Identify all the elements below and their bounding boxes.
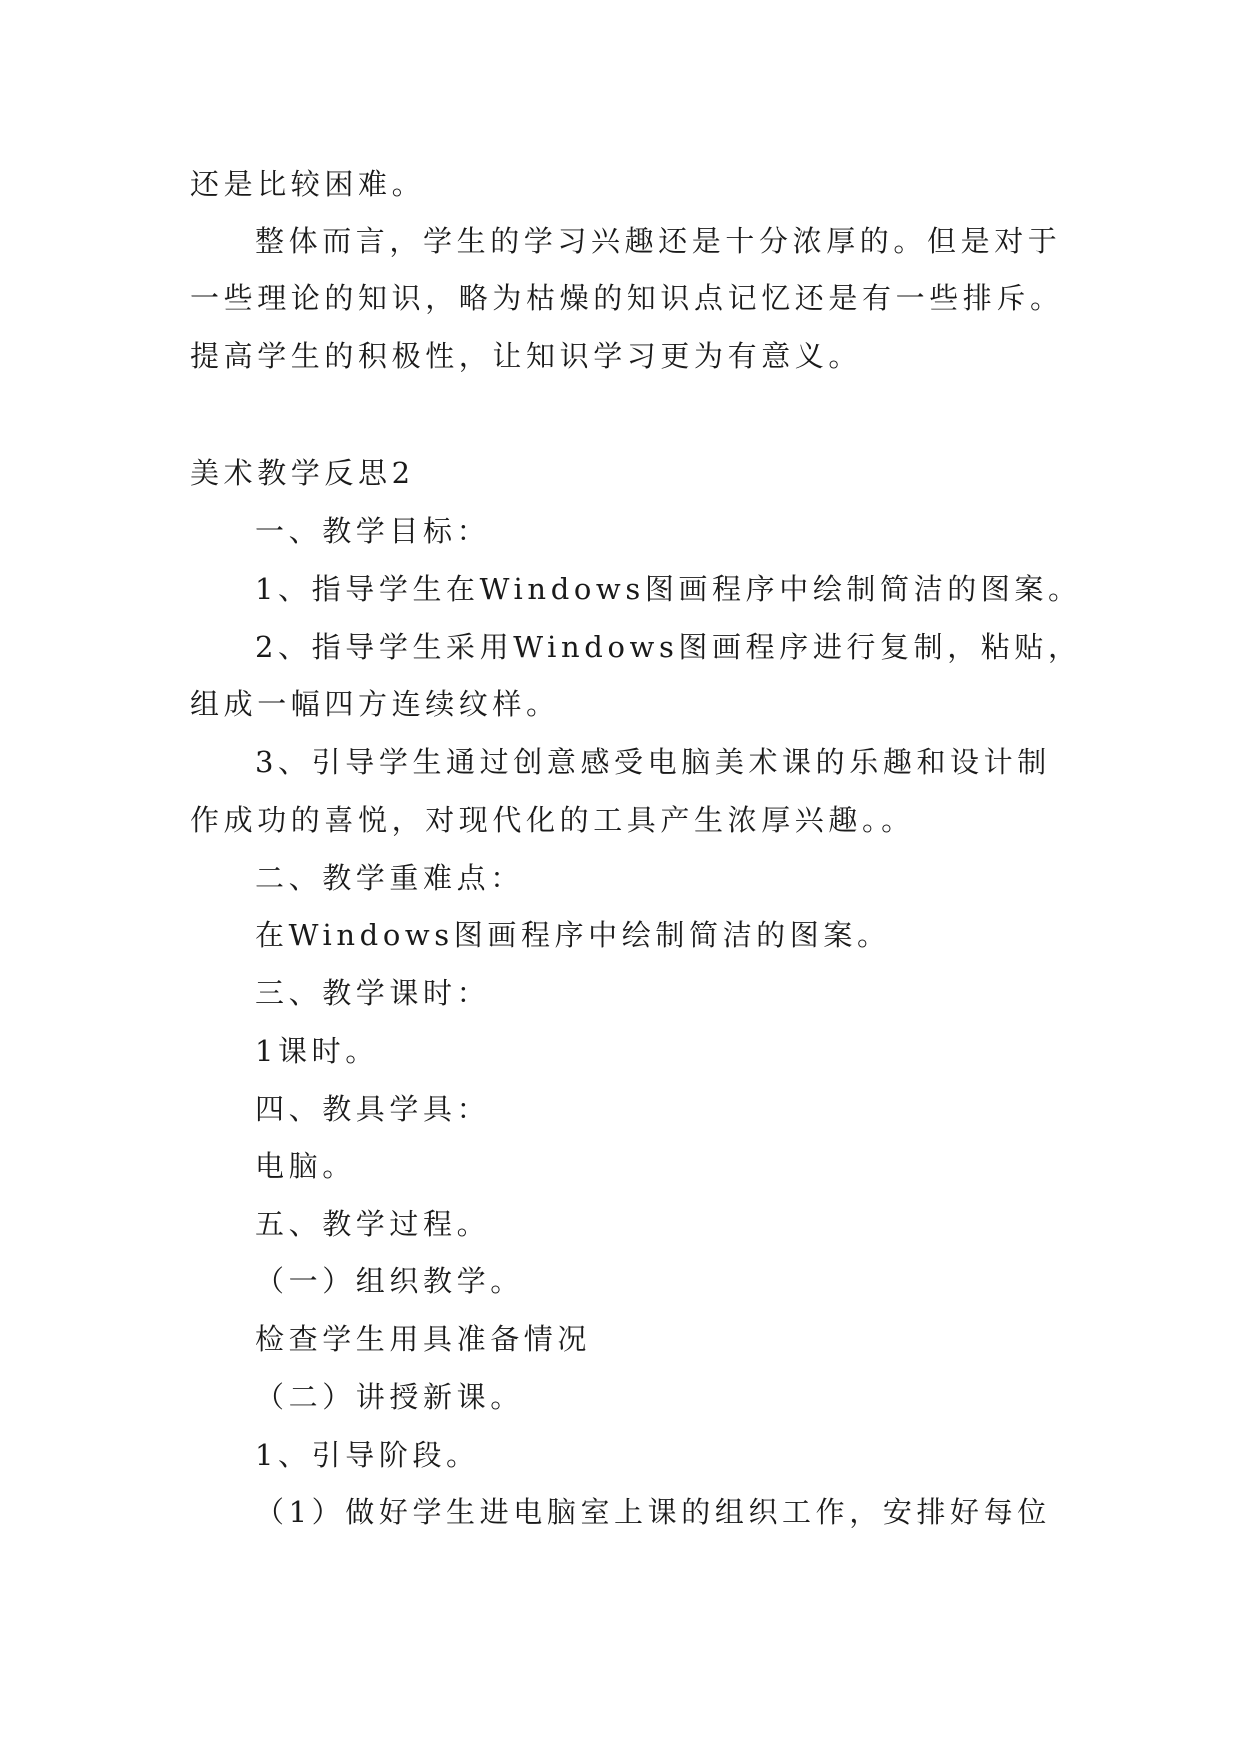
text-line: 2、指导学生采用Windows图画程序进行复制，粘贴， — [255, 630, 1082, 664]
text-line: 一些理论的知识，略为枯燥的知识点记忆还是有一些排斥。 — [190, 281, 1064, 315]
text-line: 电脑。 — [255, 1149, 356, 1183]
text-line: 1、指导学生在Windows图画程序中绘制简洁的图案。 — [255, 572, 1082, 606]
text-line: 3、引导学生通过创意感受电脑美术课的乐趣和设计制 — [255, 745, 1051, 779]
text-line: 作成功的喜悦，对现代化的工具产生浓厚兴趣。。 — [190, 803, 915, 837]
text-line: 整体而言，学生的学习兴趣还是十分浓厚的。但是对于 — [255, 224, 1062, 258]
text-line: 提高学生的积极性，让知识学习更为有意义。 — [190, 339, 863, 373]
text-line: 检查学生用具准备情况 — [255, 1322, 592, 1356]
text-line: （一）组织教学。 — [255, 1264, 524, 1298]
text-line: 1课时。 — [255, 1034, 379, 1068]
text-line: 三、教学课时： — [255, 976, 491, 1010]
text-line: 四、教具学具： — [255, 1092, 491, 1126]
text-line: 还是比较困难。 — [190, 167, 426, 201]
text-line: 组成一幅四方连续纹样。 — [190, 687, 560, 721]
text-line: 二、教学重难点： — [255, 861, 524, 895]
text-line: 五、教学过程。 — [255, 1207, 491, 1241]
text-line: 在Windows图画程序中绘制简洁的图案。 — [255, 918, 891, 952]
text-line: （二）讲授新课。 — [255, 1380, 524, 1414]
text-line: （1）做好学生进电脑室上课的组织工作，安排好每位 — [255, 1495, 1051, 1529]
text-line: 一、教学目标： — [255, 514, 491, 548]
text-line: 1、引导阶段。 — [255, 1438, 480, 1472]
section-heading: 美术教学反思2 — [190, 456, 415, 490]
